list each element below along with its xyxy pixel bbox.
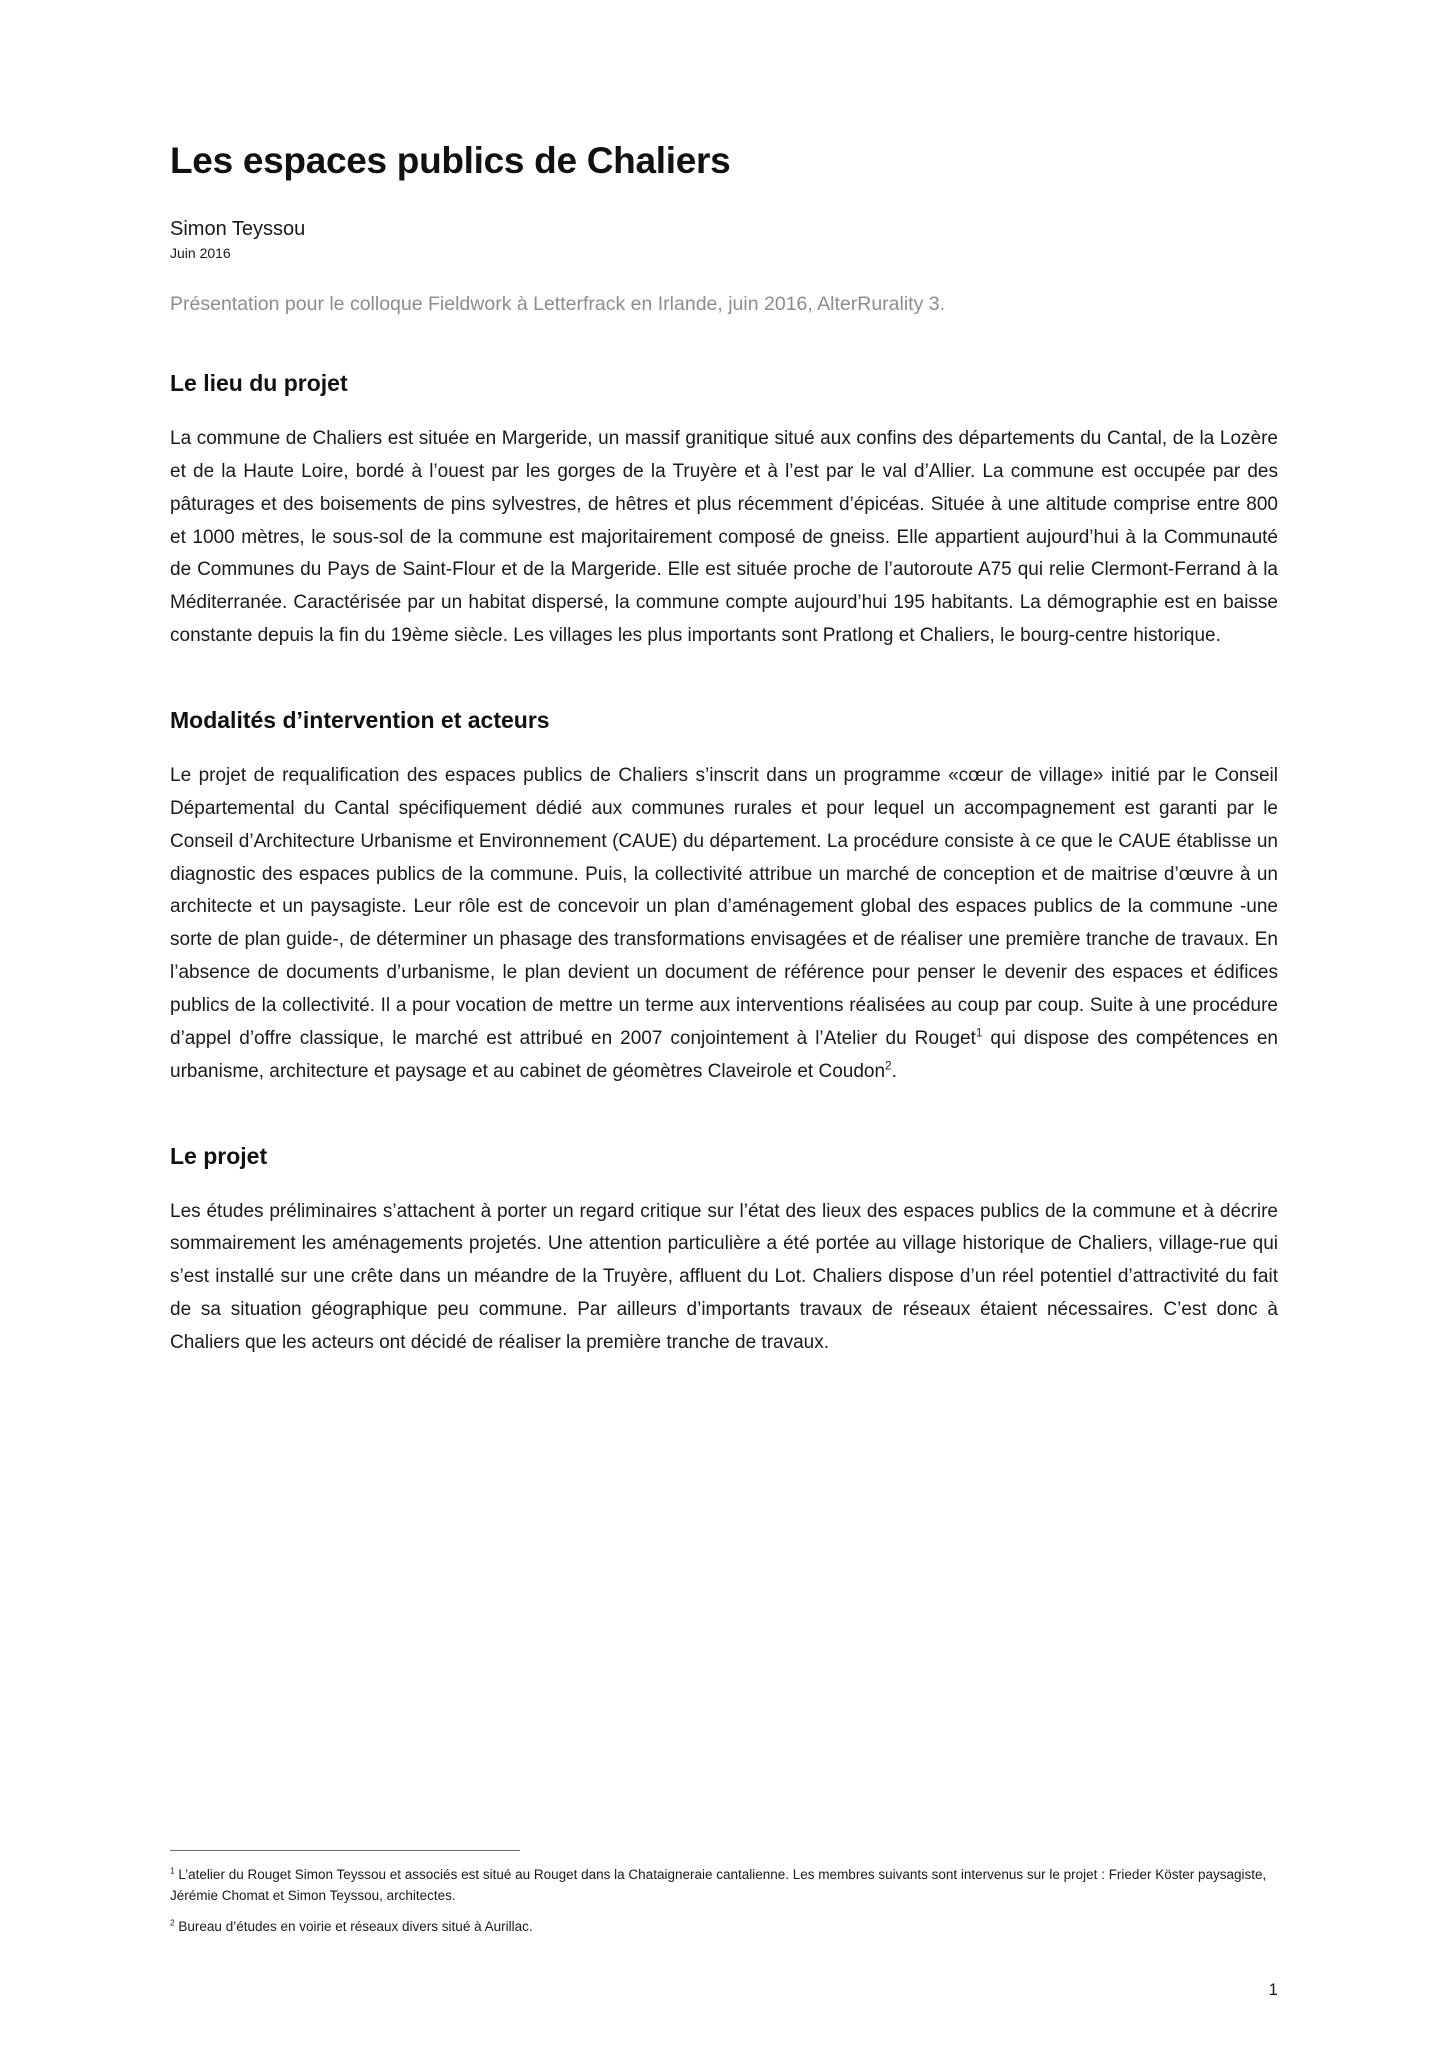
section-paragraph-modalites <box>170 760 1278 1089</box>
page-title: Les espaces publics de Chaliers <box>170 140 731 181</box>
footnote-ref-2[interactable]: 2 <box>885 1059 892 1073</box>
page-number: 1 <box>1268 1980 1278 1999</box>
section-paragraph-lieu: La commune de Chaliers est située en Margeride, un massif granitique situé aux confins des départements du Cantal, de la Lozère et de la Haute Loire, bordé à l’ouest par les gorges de la Truyère et à l’est par le val d’Allier. La commune est occupée par des pâturages et des boisements de pins sylvestres, de hêtres et plus récemment d’épicéas. Située à une altitude comprise entre 800 et 1000 mètres, le sous-sol de la commune est majoritairement composé de gneiss. Elle appartient aujourd’hui à la Communauté de Communes du Pays de Saint-Flour et de la Margeride. Elle est située proche de l’autoroute A75 qui relie Clermont-Ferrand à la Méditerranée. Caractérisée par un habitat dispersé, la commune compte aujourd’hui 195 habitants. La démographie est en baisse constante depuis la fin du 19ème siècle. Les villages les plus importants sont Pratlong et Chaliers, le bourg-centre historique. <box>170 428 1278 647</box>
footnote-ref-1[interactable]: 1 <box>975 1026 983 1040</box>
author-name: Simon Teyssou <box>170 218 306 240</box>
paragraph-text-part3: . <box>891 1060 897 1082</box>
footnote-1-marker: 1 <box>170 1865 175 1876</box>
document-subtitle: Présentation pour le colloque Fieldwork à Letterfrack en Irlande, juin 2016, AlterRurality 3. <box>170 293 946 315</box>
footnote-separator <box>170 1850 520 1851</box>
document-date: Juin 2016 <box>170 245 231 261</box>
section-heading-projet: Le projet <box>170 1142 268 1169</box>
section-heading-lieu: Le lieu du projet <box>170 370 348 396</box>
section-paragraph-projet: Les études préliminaires s’attachent à porter un regard critique sur l’état des lieux des espaces publics de la commune et à décrire sommairement les aménagements projetés. Une attention particulière a été portée au village historique de Chaliers, village-rue qui s’est installé sur une crête dans un méandre de la Truyère, affluent du Lot. Chaliers dispose d’un réel potentiel d’attractivité du fait de sa situation géographique peu commune. Par ailleurs d’importants travaux de réseaux étaient nécessaires. C’est donc à Chaliers que les acteurs ont décidé de réaliser la première tranche de travaux. <box>170 1200 1278 1354</box>
section-heading-modalites: Modalités d’intervention et acteurs <box>170 707 550 734</box>
footnote-1 <box>170 1865 1278 1907</box>
paragraph-text-part1: Le projet de requalification des espaces publics de Chaliers s’inscrit dans un programme «cœur de village» initié par le Conseil Départemental du Cantal spécifiquement dédié aux communes rurales et pour lequel un accompagnement est garanti par le Conseil d’Architecture Urbanisme et Environnement (CAUE) du département. La procédure consiste à ce que le CAUE établisse un diagnostic des espaces publics de la commune. Puis, la collectivité attribue un marché de conception et de maitrise d’œuvre à un architecte et un paysagiste. Leur rôle est de concevoir un plan d’aménagement global des espaces publics de la commune -une sorte de plan guide-, de déterminer un phasage des transformations envisagées et de réaliser une première tranche de travaux. En l’absence de documents d’urbanisme, le plan devient un document de référence pour penser le devenir des espaces et édifices publics de la collectivité. Il a pour vocation de mettre un terme aux interventions réalisées au coup par coup. Suite à une procédure d’appel d’offre classique, le marché est attribué en 2007 conjointement à l’Atelier du Rouget <box>170 765 1278 1049</box>
footnote-2 <box>170 1917 1278 1938</box>
footnote-2-marker: 2 <box>170 1917 175 1928</box>
footnotes-area <box>170 1850 1278 1948</box>
paragraph-text-part2: qui dispose des compétences en urbanisme, architecture et paysage et au cabinet de géomètres Claveirole et Coudon <box>170 1027 1278 1082</box>
footnote-1-text: L’atelier du Rouget Simon Teyssou et associés est situé au Rouget dans la Chataigneraie cantalienne. Les membres suivants sont intervenus sur le projet : Frieder Köster paysagiste, Jérémie Chomat et Simon Teyssou, architectes. <box>170 1867 1267 1904</box>
footnote-2-text: Bureau d’études en voirie et réseaux divers situé à Aurillac. <box>174 1919 533 1935</box>
